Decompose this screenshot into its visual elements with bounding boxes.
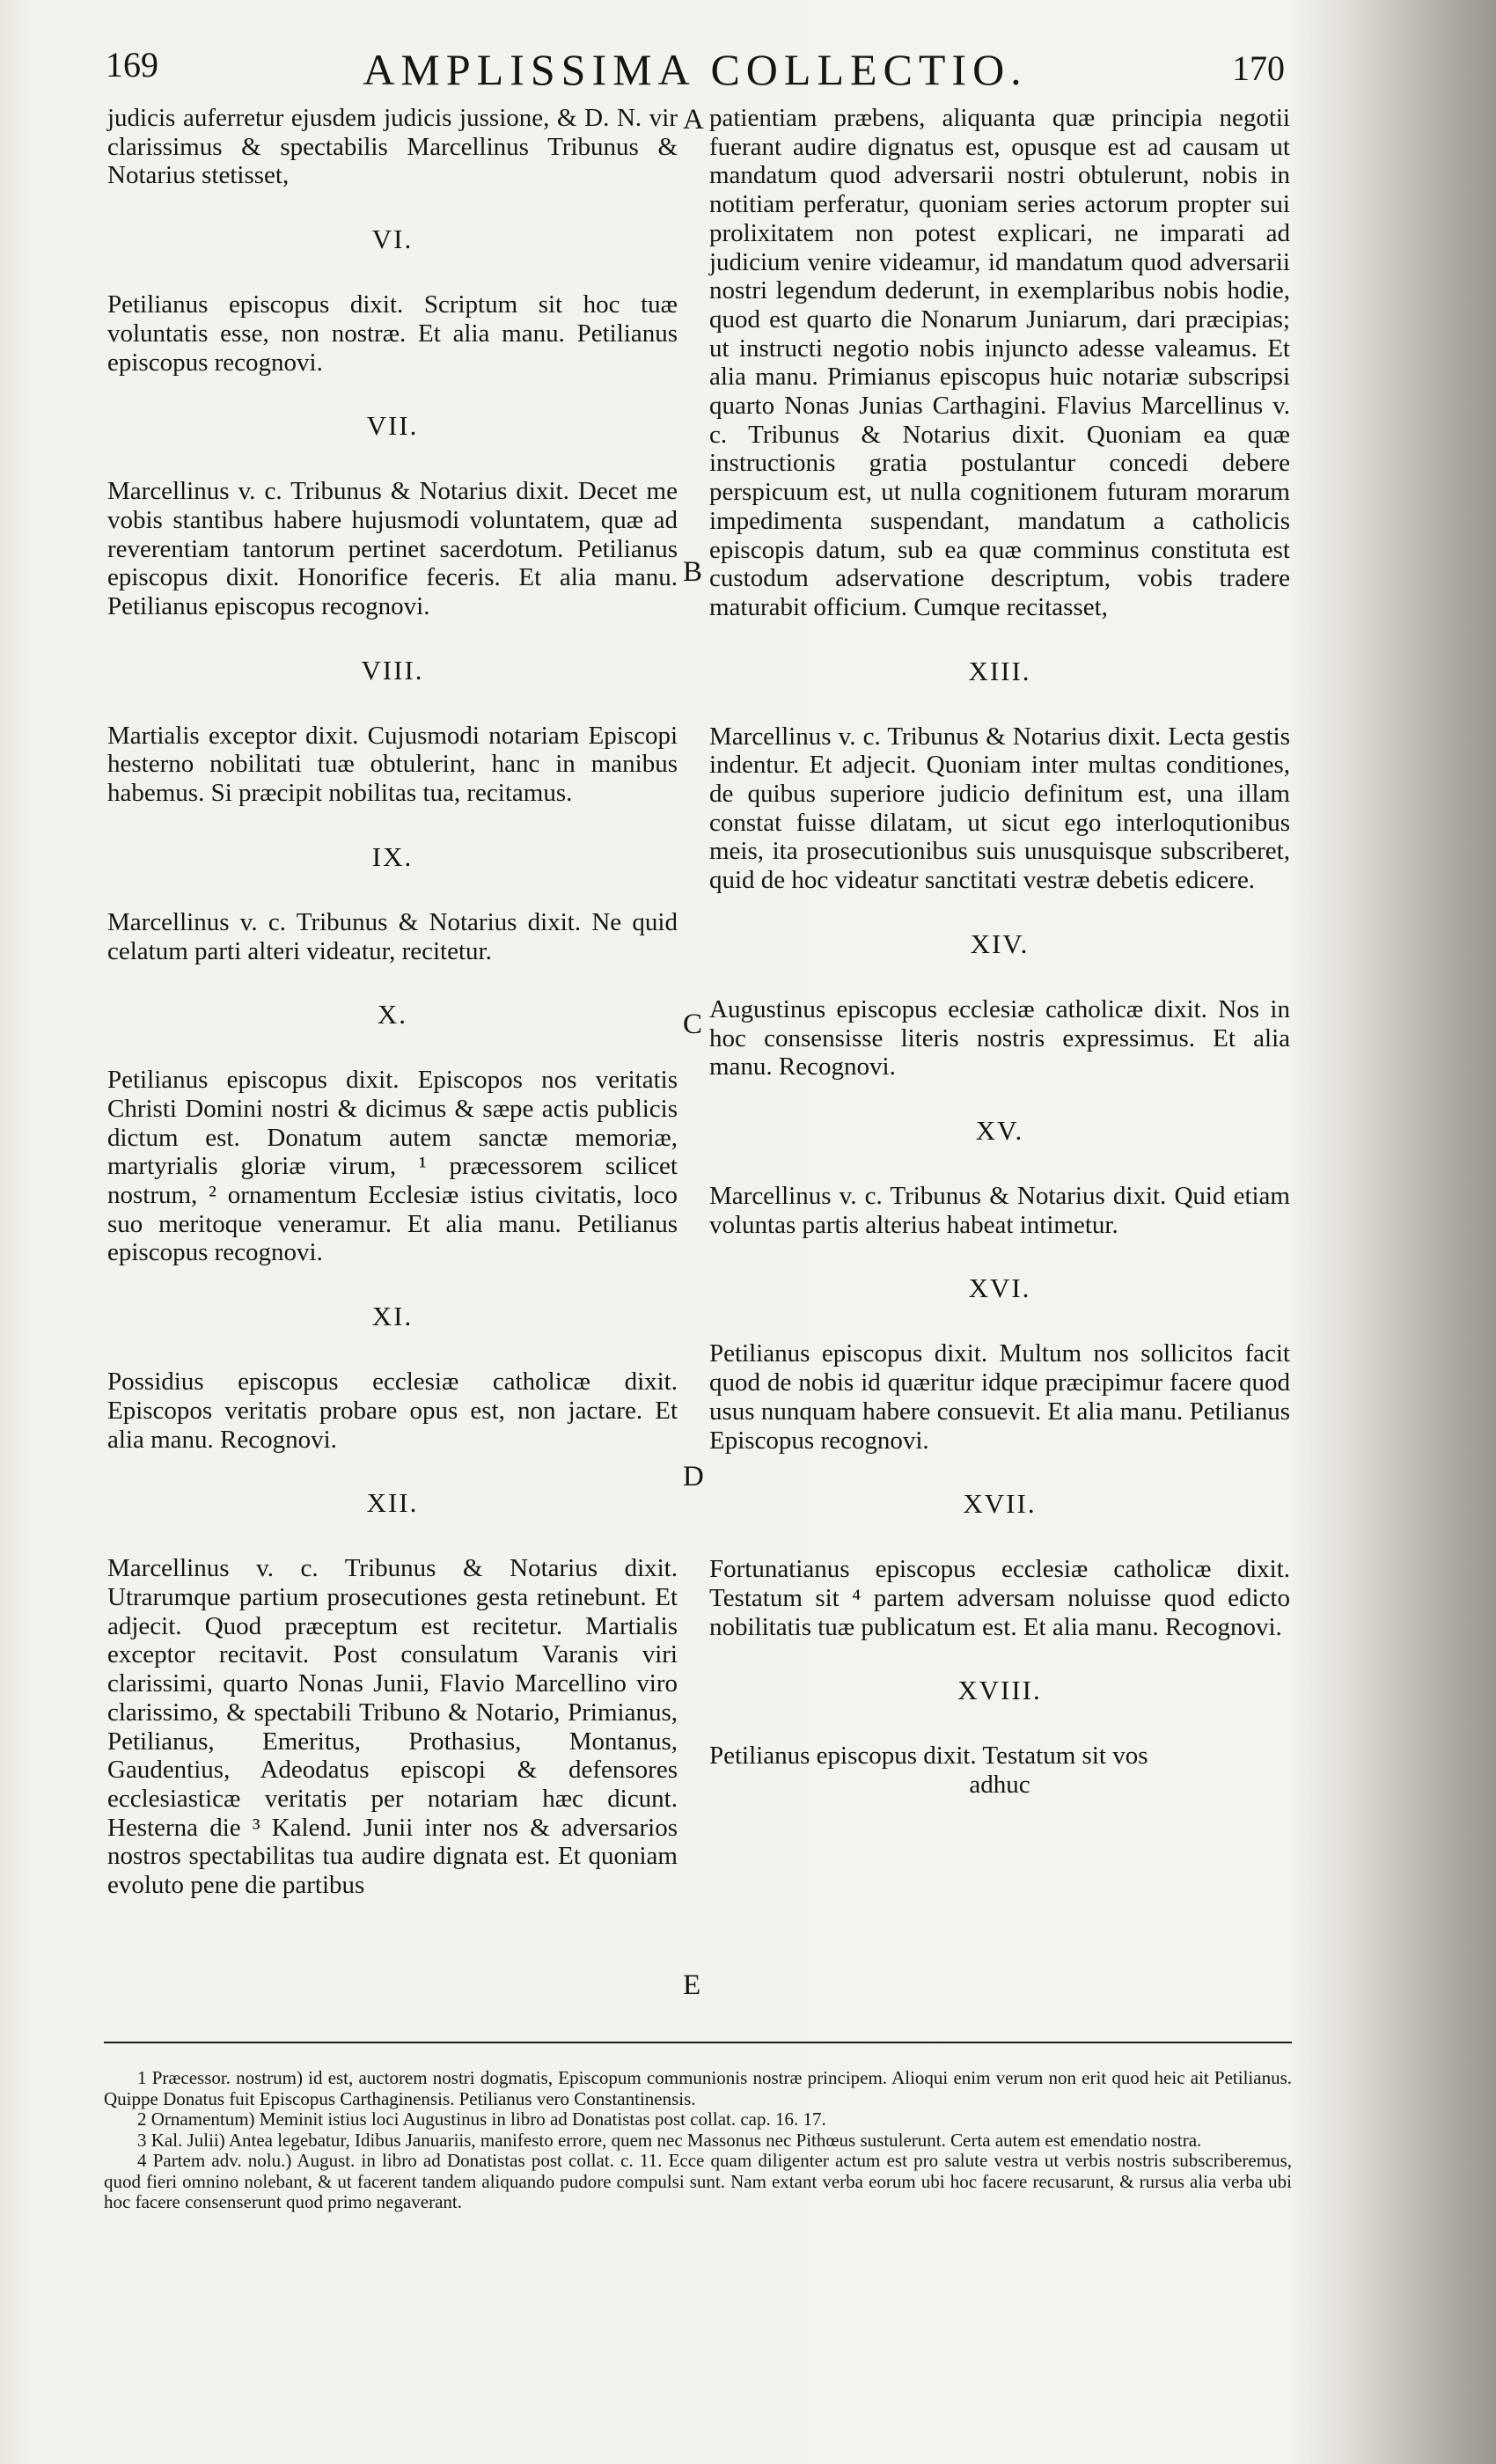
section-heading: XV.	[975, 1114, 1024, 1146]
section-heading: XVII.	[963, 1488, 1037, 1520]
margin-letter-d: D	[683, 1461, 704, 1492]
paragraph: Marcellinus v. c. Tribunus & Notarius dixit. Lecta gestis indentur. Et adjecit. Quoniam inter multas conditiones, de quibus superiore judicio definitum est, una illam constat fuisse dilatam, ut sicut ego interloqutionibus meis, ita prosecutionibus suis unusquisque subscriberet, quid de hoc videatur sanctitati vestræ debetis edicere.	[709, 722, 1290, 895]
margin-letter-b: B	[683, 556, 703, 588]
paragraph: Martialis exceptor dixit. Cujusmodi notariam Episcopi hesterno nobilitati tuæ obtulerint, hanc in manibus habemus. Si præcipit nobilitas tua, recitamus.	[107, 721, 678, 808]
margin-letter-a: A	[683, 104, 704, 136]
footnote-rule	[104, 2042, 1292, 2043]
paragraph: Petilianus episcopus dixit. Multum nos sollicitos facit quod de nobis id quæritur idque præcipimur facere quod usus nunquam habere consuevit. Et alia manu. Petilianus Episcopus recognovi.	[709, 1339, 1290, 1455]
paragraph: Marcellinus v. c. Tribunus & Notarius dixit. Quid etiam voluntas partis alterius habeat intimetur.	[709, 1181, 1290, 1239]
paragraph: patientiam præbens, aliquanta quæ principia negotii fuerant audire dignatus est, opusque est ad causam ut mandatum quod adversarii nostri obtulerunt, nobis in notitiam perferatur, quoniam series actorum propter sui prolixitatem non potest explicari, ne imparati ad judicium venire videamur, id mandatum quod adversarii nostri legendum dederunt, in exemplaribus nobis hodie, quod est quarto die Nonarum Juniarum, dari præcipias; ut instructi negotio nobis injuncto adesse valeamus. Et alia manu. Primianus episcopus huic notariæ subscripsi quarto Nonas Junias Carthagini. Flavius Marcellinus v. c. Tribunus & Notarius dixit. Quoniam ea quæ instructionis gratia postulantur concedi debere perspicuum est, ut nulla cognitionem futuram morarum impedimenta suspendant, mandatum a catholicis episcopis datum, sub ea quæ comminus constituta est custodum adservatione descriptum, vobis tradere maturabit officium. Cumque recitasset,	[709, 104, 1290, 621]
paragraph: Petilianus episcopus dixit. Scriptum sit hoc tuæ voluntatis esse, non nostræ. Et alia manu. Petilianus episcopus recognovi.	[107, 290, 678, 377]
footnote-4: 4 Partem adv. nolu.) August. in libro ad Donatistas post collat. c. 11. Ecce quam diligenter actum est pro salute vestra ut verbis nostris subscriberemus, quod fieri omnino nolebant, & ut facerent tandem aliquando pudore compulsi sunt. Nam extant verba eorum ubi hoc facere recusarunt, & rursus alia verba ubi hoc facere consenserunt quod primo negaverant.	[104, 2150, 1292, 2212]
section-heading: VII.	[366, 410, 419, 442]
paragraph: Fortunatianus episcopus ecclesiæ catholicæ dixit. Testatum sit ⁴ partem adversam noluisse quod edicto nobilitatis tuæ publicatum est. Et alia manu. Recognovi.	[709, 1555, 1290, 1641]
paragraph: Petilianus episcopus dixit. Episcopos nos veritatis Christi Domini nostri & dicimus & sæpe actis publicis dictum est. Donatum autem sanctæ memoriæ, martyrialis gloriæ virum, ¹ præcessorem scilicet nostrum, ² ornamentum Ecclesiæ istius civitatis, loco suo meritoque veneramur. Et alia manu. Petilianus episcopus recognovi.	[107, 1066, 678, 1267]
running-header	[106, 44, 1285, 106]
paragraph: Possidius episcopus ecclesiæ catholicæ dixit. Episcopos veritatis probare opus est, non jactare. Et alia manu. Recognovi.	[107, 1368, 678, 1454]
footnote-3: 3 Kal. Julii) Antea legebatur, Idibus Januariis, manifesto errore, quem nec Massonus nec Pithœus sustulerunt. Certa autem est emendatio nostra.	[137, 2129, 1202, 2151]
paragraph: Marcellinus v. c. Tribunus & Notarius dixit. Decet me vobis stantibus habere hujusmodi voluntatem, quæ ad reverentiam tantorum pertinet sacerdotum. Petilianus episcopus dixit. Honorifice feceris. Et alia manu. Petilianus episcopus recognovi.	[107, 477, 678, 621]
margin-letter-e: E	[683, 1969, 701, 2001]
section-heading: XVI.	[968, 1272, 1031, 1304]
paragraph: Marcellinus v. c. Tribunus & Notarius dixit. Utrarumque partium prosecutiones gesta retinebunt. Et adjecit. Quod præceptum est recitetur. Martialis exceptor recitavit. Post consulatum Varanis viri clarissimi, quarto Nonas Junii, Flavio Marcellino viro clarissimo, & spectabili Tribuno & Notario, Primianus, Petilianus, Emeritus, Prothasius, Montanus, Gaudentius, Adeodatus episcopi & defensores ecclesiasticæ veritatis per notariam hæc dicunt. Hesterna die ³ Kalend. Junii inter nos & adversarios nostros spectabilitas tua audire dignata est. Et quoniam evoluto pene die partibus	[107, 1554, 678, 1900]
section-heading: IX.	[371, 840, 414, 872]
section-heading: XIII.	[968, 655, 1031, 686]
footnote-2: 2 Ornamentum) Meminit istius loci Augustinus in libro ad Donatistas post collat. cap. 16. 17.	[137, 2108, 826, 2130]
left-column	[107, 104, 678, 1900]
margin-letter-c: C	[683, 1008, 703, 1040]
footnote-1: 1 Præcessor. nostrum) id est, auctorem nostri dogmatis, Episcopum communionis nostræ principem. Alioqui enim verum non erit quod heic ait Petilianus. Quippe Donatus fuit Episcopus Carthaginensis. Petilianus vero Constantinensis.	[104, 2067, 1292, 2109]
section-heading: VI.	[371, 224, 414, 255]
catchword: adhuc	[969, 1771, 1030, 1800]
right-column	[709, 104, 1290, 1800]
paragraph: Petilianus episcopus dixit. Testatum sit vos	[709, 1742, 1148, 1771]
paragraph: Augustinus episcopus ecclesiæ catholicæ dixit. Nos in hoc consensisse literis nostris expressimus. Et alia manu. Recognovi.	[709, 994, 1290, 1082]
paragraph: judicis auferretur ejusdem judicis jussione, & D. N. vir clarissimus & spectabilis Marcellinus Tribunus & Notarius stetisset,	[107, 104, 678, 190]
page-number-right: 170	[1232, 48, 1285, 88]
section-heading: VIII.	[361, 654, 424, 686]
section-heading: XI.	[371, 1301, 414, 1332]
paragraph: Marcellinus v. c. Tribunus & Notarius dixit. Ne quid celatum parti alteri videatur, recitetur.	[107, 907, 678, 965]
section-heading: XIV.	[970, 928, 1030, 959]
section-heading: X.	[377, 999, 408, 1030]
running-title: AMPLISSIMA COLLECTIO.	[363, 45, 1028, 94]
footnotes	[104, 2068, 1292, 2213]
section-heading: XII.	[366, 1487, 419, 1519]
page-number-left: 169	[106, 45, 158, 84]
section-heading: XVIII.	[957, 1675, 1042, 1706]
page-curvature-shadow	[1346, 0, 1496, 2464]
